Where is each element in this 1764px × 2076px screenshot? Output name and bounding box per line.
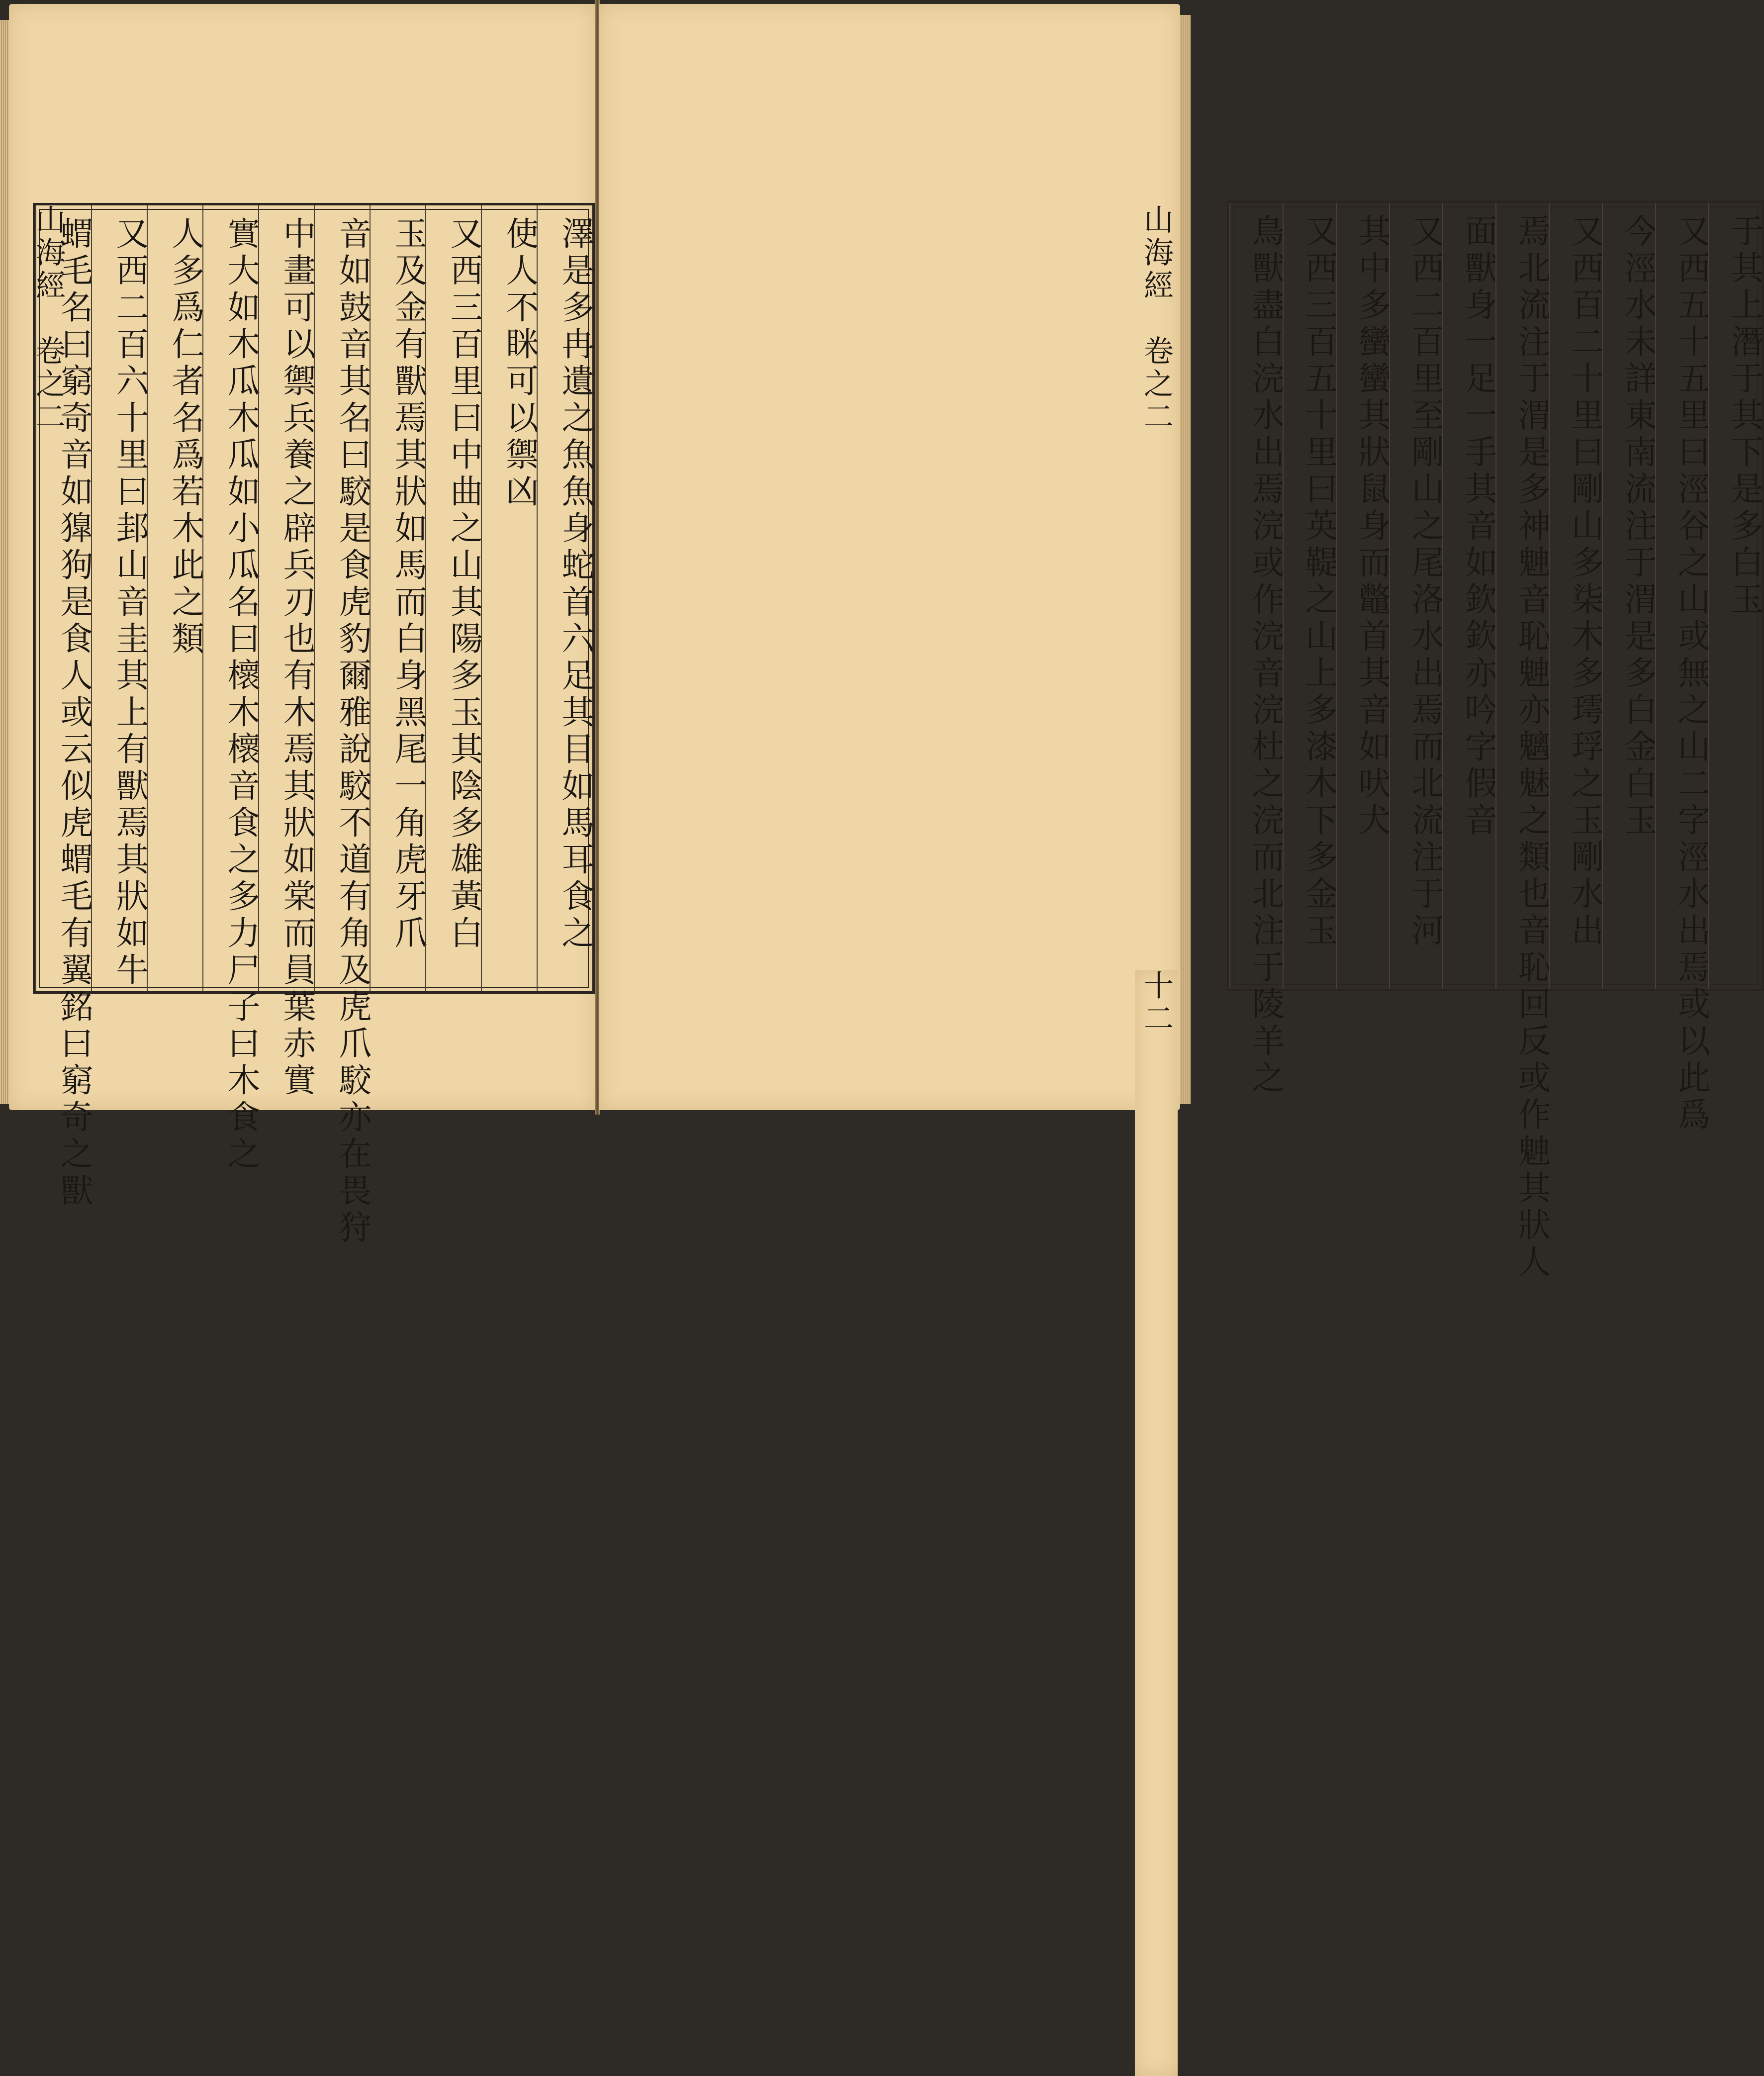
text-column: 其中多蠻蠻其狀鼠身而鼈首其音如吠犬	[1336, 203, 1389, 989]
text-column: 鳥獸盡白浣水出焉浣或作浣音浣杜之浣而北注于陵羊之	[1229, 203, 1283, 989]
text-column: 今涇水未詳東南流注于渭是多白金白玉	[1602, 203, 1655, 989]
text-column: 玉及金有獸焉其狀如馬而白身黑尾一角虎牙爪	[370, 205, 425, 991]
text-column: 人多爲仁者名爲若木此之類	[147, 205, 202, 991]
right-margin-title: 山海經 卷之二	[1139, 204, 1174, 434]
text-column: 實大如木瓜木瓜如小瓜名曰櫰木櫰音食之多力尸子曰木食之	[202, 205, 258, 991]
text-column: 使人不眯可以禦凶	[481, 205, 537, 991]
right-page	[599, 4, 1764, 1281]
left-text-frame	[33, 203, 595, 1247]
text-column: 又西五十五里曰涇谷之山或無之山二字涇水出焉或以此爲	[1655, 203, 1708, 989]
text-column: 蝟毛名曰窮奇音如獋狗是食人或云似虎蝟毛有翼銘曰窮奇之獸	[35, 205, 91, 991]
left-text-columns	[35, 205, 594, 1247]
left-margin-title: 山海經 卷之二	[31, 204, 66, 434]
right-text-frame	[1227, 200, 1764, 1281]
right-text-columns	[1229, 203, 1764, 1281]
text-column: 又西三百五十里曰英鞮之山上多漆木下多金玉	[1283, 203, 1336, 989]
text-column: 又西二百六十里曰邽山音圭其上有獸焉其狀如牛	[91, 205, 147, 991]
text-column: 澤是多冉遺之魚魚身蛇首六足其目如馬耳食之	[537, 205, 592, 991]
text-column: 又西百二十里曰剛山多柒木多㻬琈之玉剛水出	[1549, 203, 1602, 989]
text-column: 又西三百里曰中曲之山其陽多玉其陰多雄黃白	[425, 205, 481, 991]
left-page	[9, 4, 596, 1247]
right-page-number: 十二	[1135, 970, 1178, 2076]
text-column: 音如鼓音其名曰駮是食虎豹爾雅說駮不道有角及虎爪駮亦在畏狩	[314, 205, 370, 991]
text-column: 又西二百里至剛山之尾洛水出焉而北流注于河	[1389, 203, 1442, 989]
text-column: 中畫可以禦兵養之辟兵刃也有木焉其狀如棠而員葉赤實	[258, 205, 314, 991]
text-column: 面獸身一足一手其音如欽欽亦吟字假音	[1442, 203, 1495, 989]
text-column: 焉北流注于渭是多神䰠音恥䰠亦魑魅之類也音恥回反或作䰠其狀人	[1495, 203, 1549, 989]
text-column: 于其上潛于其下是多白玉	[1708, 203, 1762, 989]
